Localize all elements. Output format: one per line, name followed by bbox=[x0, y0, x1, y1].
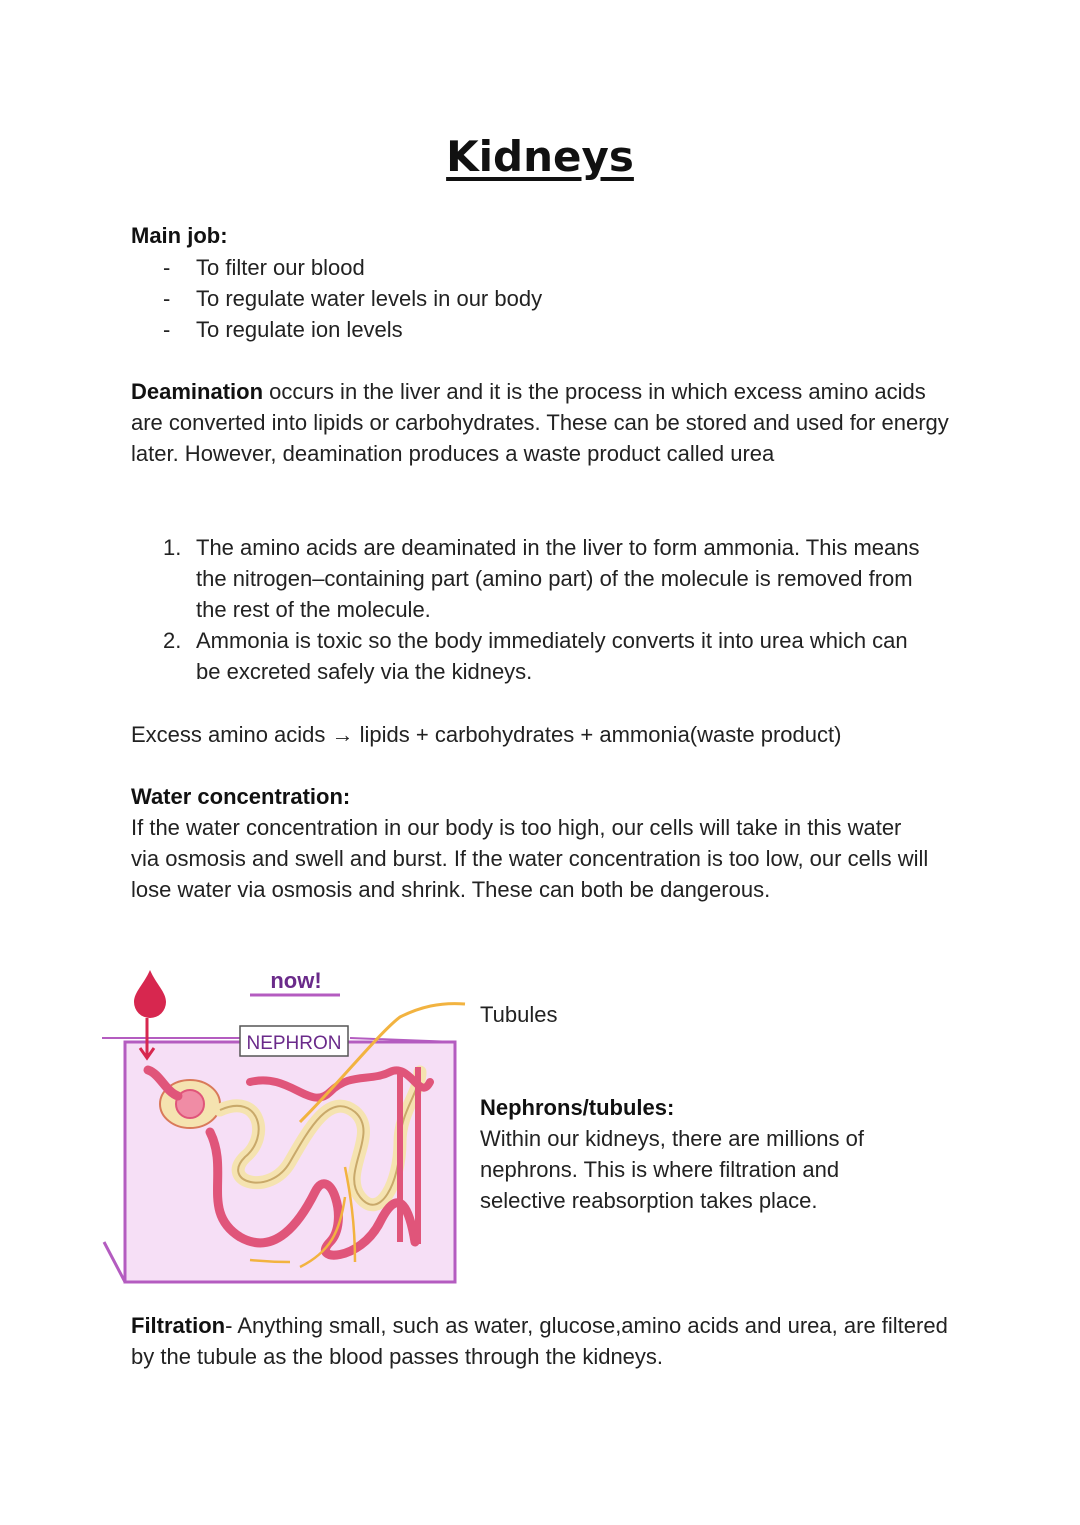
list-item bbox=[131, 532, 931, 625]
page-title: Kidneys bbox=[446, 132, 634, 181]
main-job-list bbox=[131, 252, 542, 345]
list-item: - To regulate ion levels bbox=[131, 314, 542, 345]
nephron-diagram bbox=[100, 962, 470, 1297]
deamination-steps bbox=[131, 532, 931, 687]
list-item bbox=[131, 625, 931, 687]
step-number: 2. bbox=[163, 628, 182, 653]
list-item: - To regulate water levels in our body bbox=[131, 283, 542, 314]
diagram-top-label: now! bbox=[270, 968, 322, 993]
filtration-paragraph bbox=[131, 1310, 951, 1372]
deamination-text: occurs in the liver and it is the process in which excess amino acids are converted into lipids or carbohydrates. These can be stored and used for energy later. However, deamination produces a waste product called urea bbox=[131, 379, 949, 466]
list-item: - To filter our blood bbox=[131, 252, 542, 283]
main-job-heading: Main job: bbox=[131, 223, 228, 248]
nephron-label: NEPHRON bbox=[246, 1033, 342, 1054]
water-heading: Water concentration: bbox=[131, 784, 351, 809]
deamination-paragraph bbox=[131, 376, 951, 469]
deamination-equation: Excess amino acids → lipids + carbohydrates + ammonia(waste product) bbox=[131, 722, 842, 747]
water-text: If the water concentration in our body is too high, our cells will take in this water via osmosis and swell and burst. If the water concentration is too low, our cells will lose water via osmosis and shrink. These can both be dangerous. bbox=[131, 815, 929, 902]
nephrons-heading: Nephrons/tubules: bbox=[480, 1095, 675, 1120]
step-number: 1. bbox=[163, 535, 182, 560]
deamination-term: Deamination bbox=[131, 379, 264, 404]
filtration-term: Filtration bbox=[131, 1313, 226, 1338]
step-text: The amino acids are deaminated in the liver to form ammonia. This means the nitrogen–containing part (amino part) of the molecule is removed from the rest of the molecule. bbox=[196, 535, 920, 622]
nephrons-text: Within our kidneys, there are millions of nephrons. This is where filtration and selective reabsorption takes place. bbox=[480, 1126, 864, 1213]
step-text: Ammonia is toxic so the body immediately converts it into urea which can be excreted safely via the kidneys. bbox=[196, 628, 908, 684]
blood-drop-icon bbox=[134, 970, 166, 1018]
filtration-text: - Anything small, such as water, glucose,amino acids and urea, are filtered by the tubule as the blood passes through the kidneys. bbox=[131, 1313, 948, 1369]
tubules-label: Tubules bbox=[480, 1002, 558, 1027]
